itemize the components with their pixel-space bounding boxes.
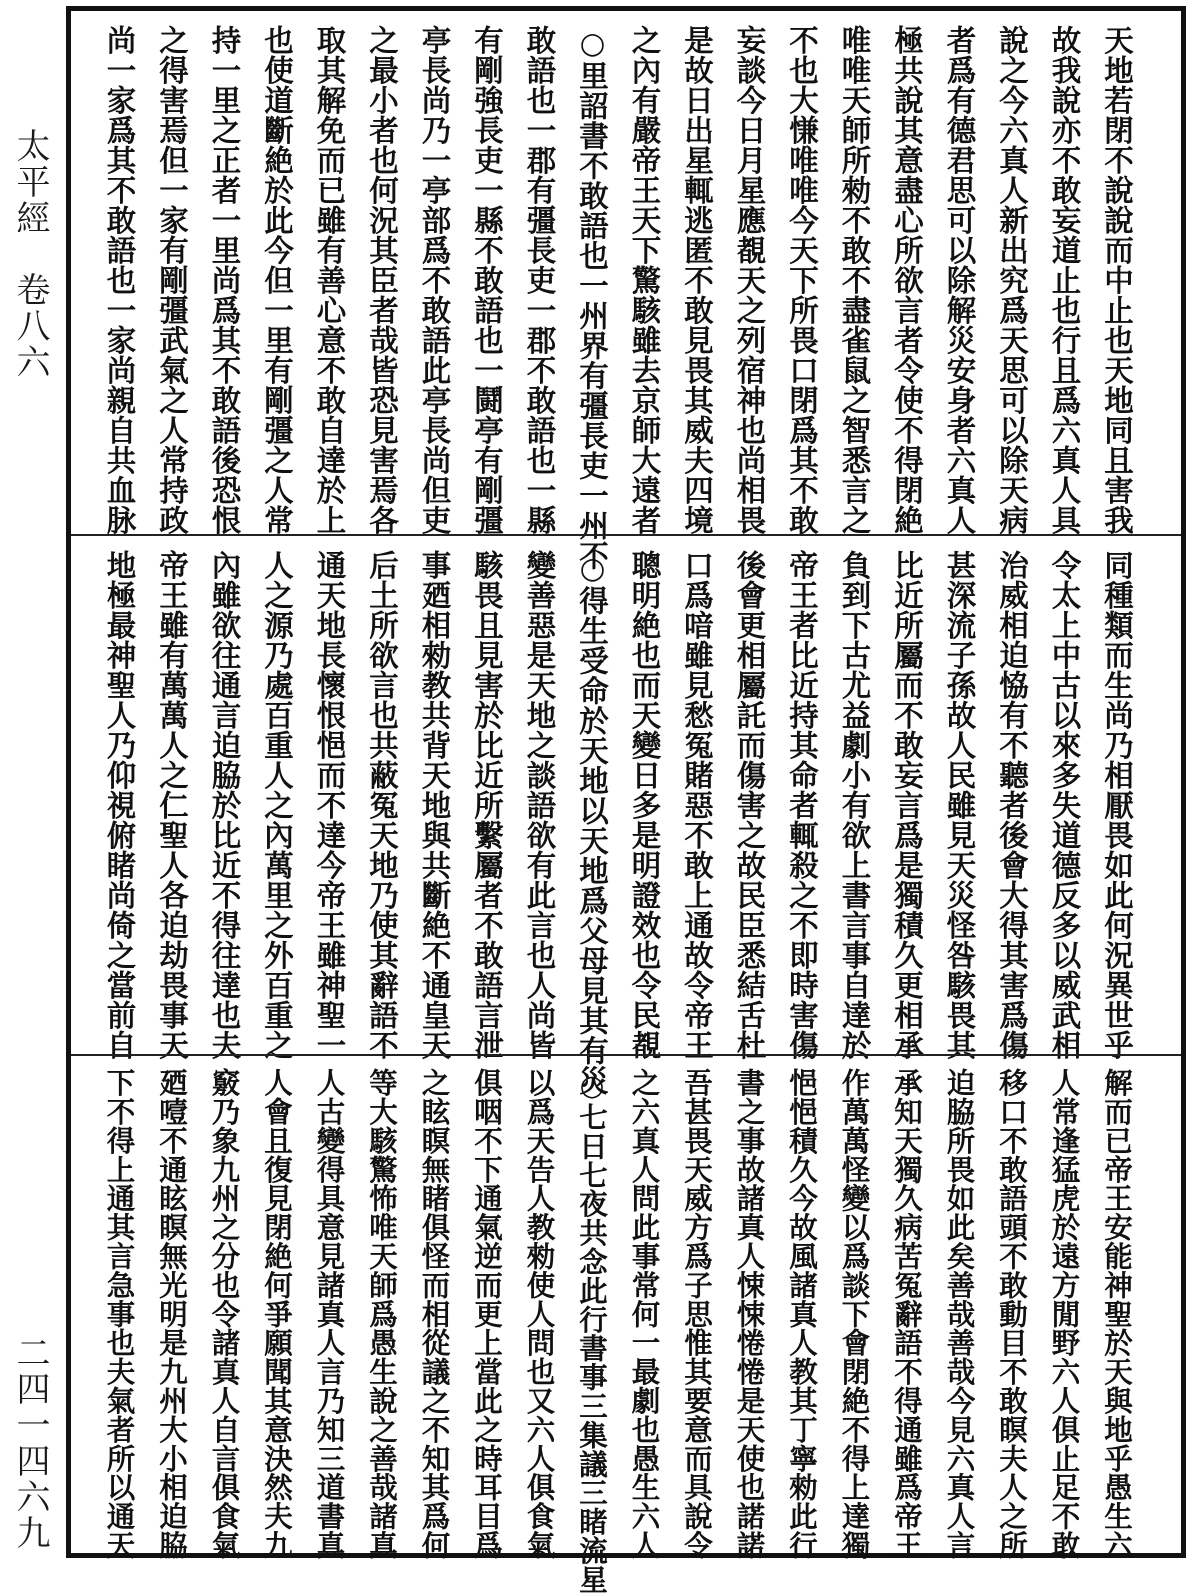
text-panel-middle <box>71 534 1181 1096</box>
text-panel-bottom <box>71 1054 1181 1594</box>
panel-text-middle: 同種類而生尚乃相厭畏如此何況異世乎 令太上中古以來多失道德反多以威武相 治威相迫恊有不聽者後會大得其害爲傷 甚深流子孫故人民雖見天災怪咎駭畏其 比近所屬而不敢妄言爲是獨積久更相承 負到下古尤益劇小有欲上書言事自達於 帝王者比近持其命者輒殺之不即時害傷 後會更相屬託而傷害之故民臣悉結舌杜 口爲喑雖見愁冤賭惡不敢上通故令帝王 聰明絶也而天變日多是明證效也令民覩 ○得生受命於天地以天地爲父母見其有災 變善惡是天地之談語欲有此言也人尚皆 駭畏且見害於比近所繫屬者不敢語言泄 事廼相勑教共背天地與共斷絶不通皇天 后土所欲言也共蔽冤天地乃使其辭語不 通天地長懷恨悒而不達今帝王雖神聖一 人之源乃處百重人之內萬里之外百重之 內雖欲往通言迫脇於比近不得往達也夫 帝王雖有萬萬人之仁聖人各迫劫畏事天 地極最神聖人乃仰視俯睹尚倚之當前自 <box>102 550 1135 1096</box>
panel-text-bottom: 解而已帝王安能神聖於天與地乎愚生六 人常逢猛虎於遠方閒野六人俱止足不敢 移口不敢語頭不敢動目不敢瞑夫人之所 迫脇所畏如此矣善哉善哉今見六真人言 承知天獨久病苦冤辭語不得通雖爲帝王 作萬萬怪變以爲談下會閉絶不得上達獨 悒悒積久今故風諸真人教其丁寧勑此行 書之事故諸真人悚悚惓惓是天使也諾諾 吾甚畏天威方爲子思惟其要意而具說令 之六真人問此事常何一最劇也愚生六人 ○七日七夜共念此行書事三集議三睹流星 以爲天告人教勑使人問也又六人俱食氣 俱咽不下通氣逆而更上當此之時耳目爲 之眩瞑無睹俱怪而相從議之不知其爲何 等大駭驚怖唯天師爲愚生說之善哉諸真 人古變得具意見諸真人言乃知三道書真 人會且復見閉絶何爭願聞其意決然夫九 竅乃象九州之分也令諸真人自言俱食氣 廼噎不通眩瞑無光明是九州大小相迫脇 下不得上通其言急事也夫氣者所以通天 <box>102 1068 1134 1594</box>
page-number-margin: 二四一四六九 <box>10 1335 50 1551</box>
book-title-margin: 太平經 卷八六 <box>10 128 50 380</box>
text-panel-top <box>71 11 1181 571</box>
panel-text-top: 天地若閉不說說而中止也天地同且害我 故我說亦不敢妄道止也行且爲六真人具 說之今六真人新出究爲天思可以除天病 者爲有德君思可以除解災安身者六真人 極共說其意盡心所欲言者令使不得閉絶 唯唯天師所勑不敢不盡雀鼠之智悉言之 不也大慊唯唯今天下所畏口閉爲其不敢 妄談今日月星應覩天之列宿神也尚相畏 是故日出星輒逃匿不敢見畏其威夫四境 之內有嚴帝王天下驚駭雖去京師大遠者 ○里詔書不敢語也一州界有彊長吏一州不 敢語也一郡有彊長吏一郡不敢語也一縣 有剛強長吏一縣不敢語也一鬪亭有剛彊 亭長尚乃一亭部爲不敢語此亭長尚但吏 之最小者也何況其臣者哉皆恐見害焉各 取其解免而已雖有善心意不敢自達於上 也使道斷絶於此今但一里有剛彊之人常 持一里之正者一里尚爲其不敢語後恐恨 之得害焉但一家有剛彊武氣之人常持政 尚一家爲其不敢語也一家尚親自共血脉 <box>102 25 1135 571</box>
page-frame <box>66 6 1186 1594</box>
